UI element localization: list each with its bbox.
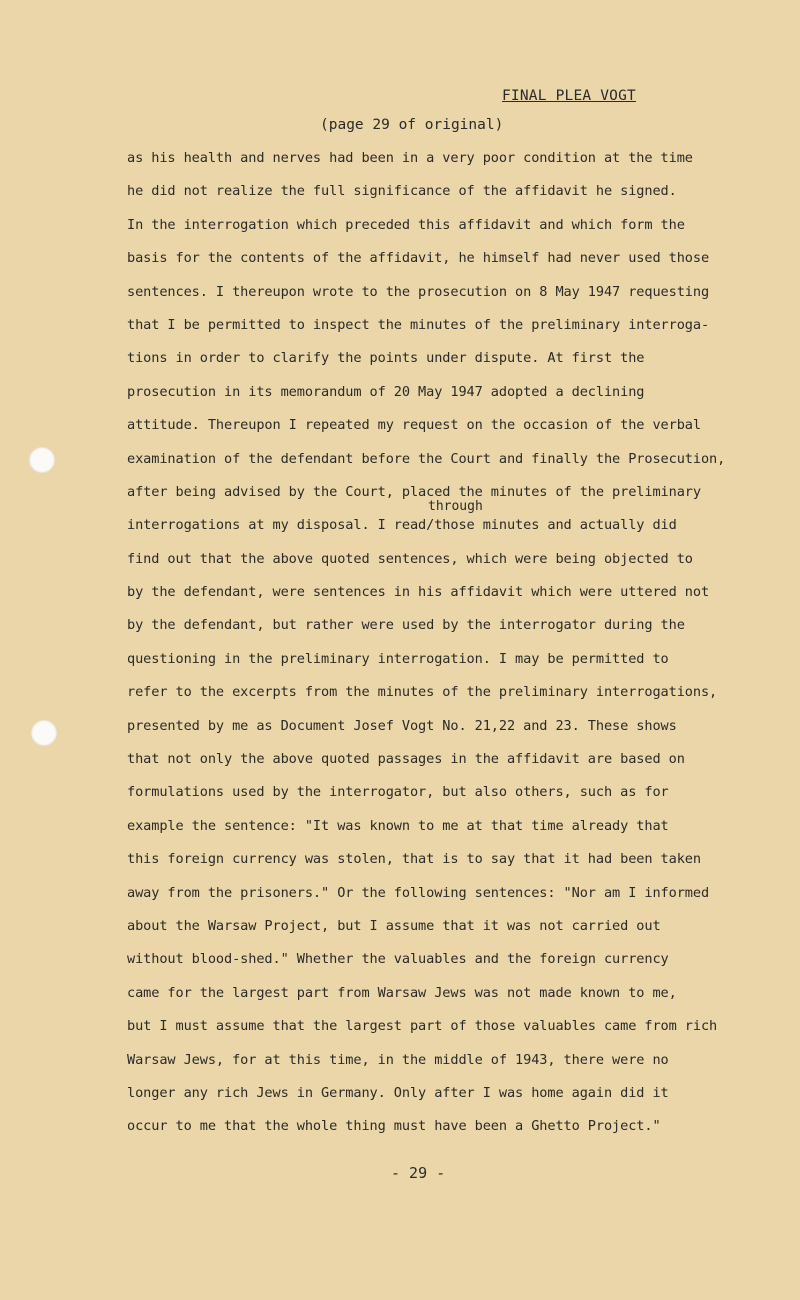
- document-header: FINAL PLEA VOGT: [502, 88, 636, 104]
- text-line: came for the largest part from Warsaw Jews was not made known to me,: [127, 984, 677, 1001]
- text-line: after being advised by the Court, placed the minutes of the preliminary: [127, 483, 701, 500]
- text-line: by the defendant, but rather were used by the interrogator during the: [127, 617, 685, 634]
- text-line: formulations used by the interrogator, but also others, such as for: [127, 784, 669, 801]
- punch-hole: [29, 447, 55, 473]
- text-line: as his health and nerves had been in a very poor condition at the time: [127, 150, 693, 166]
- text-line: without blood-shed." Whether the valuables and the foreign currency: [127, 951, 669, 968]
- text-line: this foreign currency was stolen, that is to say that it had been taken: [127, 851, 701, 868]
- text-line: In the interrogation which preceded this affidavit and which form the: [127, 216, 685, 233]
- text-line: prosecution in its memorandum of 20 May 1947 adopted a declining: [127, 383, 645, 400]
- text-line: tions in order to clarify the points under dispute. At first the: [127, 350, 645, 367]
- text-line: examination of the defendant before the Court and finally the Prosecution,: [127, 450, 726, 467]
- interlinear-insertion: through: [428, 499, 483, 514]
- text-line: find out that the above quoted sentences, which were being objected to: [127, 550, 693, 567]
- text-line: occur to me that the whole thing must have been a Ghetto Project.": [127, 1118, 661, 1135]
- text-line: by the defendant, were sentences in his affidavit which were uttered not: [127, 584, 710, 601]
- text-line: refer to the excerpts from the minutes of the preliminary interrogations,: [127, 684, 718, 701]
- text-line: sentences. I thereupon wrote to the prosecution on 8 May 1947 requesting: [127, 283, 710, 300]
- text-line: he did not realize the full significance of the affidavit he signed.: [127, 183, 677, 200]
- page-number: - 29 -: [391, 1164, 446, 1182]
- text-line: but I must assume that the largest part of those valuables came from rich: [127, 1018, 718, 1035]
- text-line: Warsaw Jews, for at this time, in the middle of 1943, there were no: [127, 1051, 669, 1068]
- text-line: away from the prisoners." Or the following sentences: "Nor am I informed: [127, 884, 710, 901]
- punch-hole: [31, 720, 57, 746]
- text-line: that I be permitted to inspect the minutes of the preliminary interroga-: [127, 316, 710, 333]
- text-line: basis for the contents of the affidavit, he himself had never used those: [127, 250, 710, 267]
- text-line: longer any rich Jews in Germany. Only after I was home again did it: [127, 1084, 669, 1101]
- page-reference: (page 29 of original): [320, 117, 504, 133]
- text-line: that not only the above quoted passages in the affidavit are based on: [127, 751, 685, 768]
- text-line: presented by me as Document Josef Vogt No. 21,22 and 23. These shows: [127, 717, 677, 734]
- text-line: example the sentence: "It was known to me at that time already that: [127, 817, 669, 834]
- text-line: questioning in the preliminary interrogation. I may be permitted to: [127, 650, 669, 667]
- text-line: attitude. Thereupon I repeated my request on the occasion of the verbal: [127, 417, 701, 434]
- text-line: about the Warsaw Project, but I assume that it was not carried out: [127, 917, 661, 934]
- document-body: [127, 148, 759, 1150]
- text-line: interrogations at my disposal. I read/those minutes and actually did: [127, 517, 677, 534]
